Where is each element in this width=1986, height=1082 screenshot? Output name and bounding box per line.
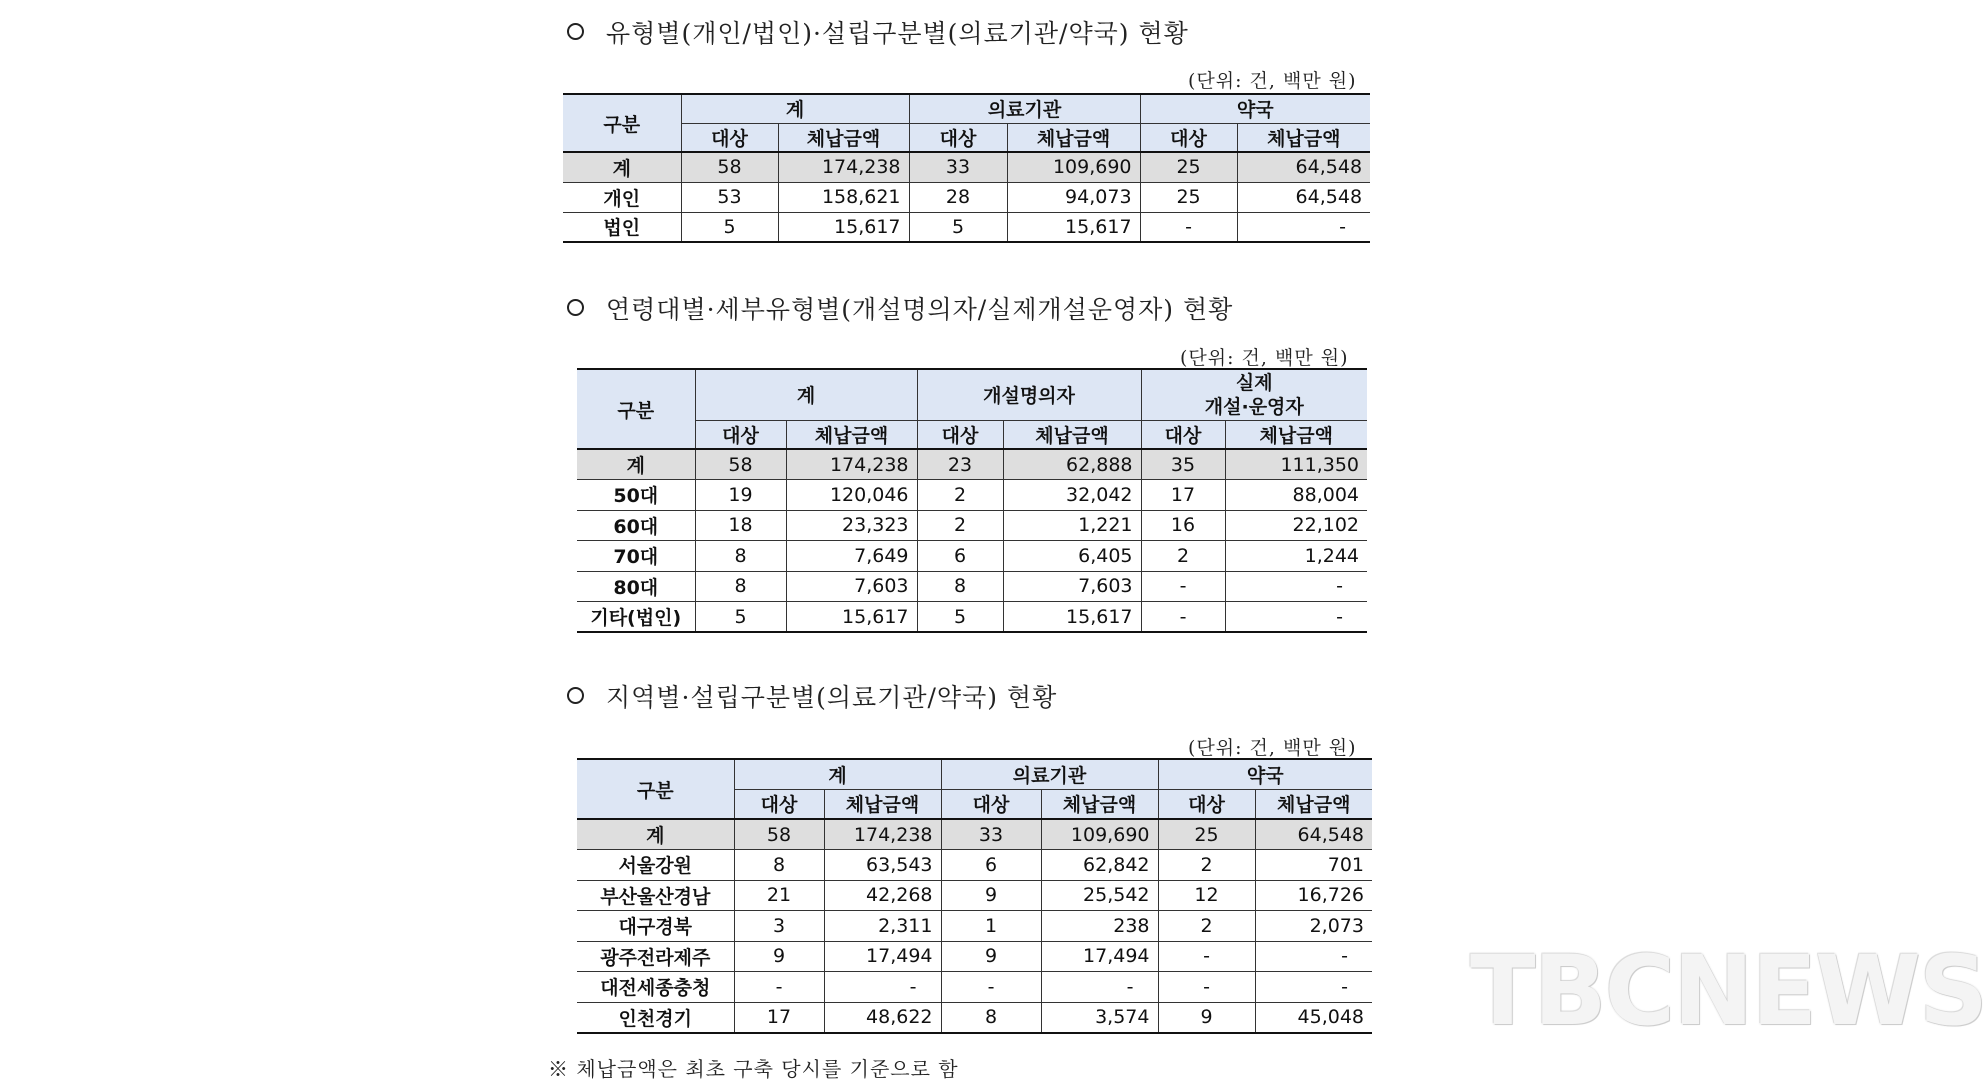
sub-header: 대상 <box>917 420 1003 449</box>
amount-cell: 2,311 <box>824 911 941 942</box>
row-label: 부산울산경남 <box>577 880 734 911</box>
group-header: 계 <box>695 369 917 420</box>
count-cell: - <box>941 972 1041 1003</box>
sub-header: 대상 <box>734 789 824 819</box>
row-label: 70대 <box>577 541 695 572</box>
count-cell: 8 <box>941 1002 1041 1033</box>
count-cell: - <box>734 972 824 1003</box>
total-row <box>577 449 1367 480</box>
section2-table <box>577 368 1367 633</box>
amount-cell: 7,649 <box>786 541 917 572</box>
count-cell: 25 <box>1158 819 1255 850</box>
row-label: 계 <box>577 449 695 480</box>
section2-title <box>567 290 1233 326</box>
amount-cell: 15,617 <box>778 212 909 242</box>
group-header-line2: 개설·운영자 <box>1204 395 1304 418</box>
table-row <box>563 212 1370 242</box>
count-cell: 8 <box>917 571 1003 602</box>
amount-cell: 120,046 <box>786 480 917 511</box>
amount-cell: 64,548 <box>1237 152 1370 182</box>
count-cell: - <box>1140 212 1237 242</box>
count-cell: 58 <box>695 449 786 480</box>
amount-cell: 238 <box>1041 911 1158 942</box>
table-row <box>577 1002 1372 1033</box>
count-cell: 33 <box>909 152 1007 182</box>
section3-unit: (단위: 건, 백만 원) <box>1188 737 1357 759</box>
amount-cell: 109,690 <box>1041 819 1158 850</box>
amount-cell: 1,244 <box>1225 541 1367 572</box>
amount-cell: - <box>1255 972 1372 1003</box>
amount-cell: 15,617 <box>1007 212 1140 242</box>
count-cell: 5 <box>917 602 1003 633</box>
row-label: 계 <box>577 819 734 850</box>
group-header: 계 <box>681 94 909 123</box>
amount-cell: 701 <box>1255 850 1372 881</box>
count-cell: - <box>1158 941 1255 972</box>
sub-header: 체납금액 <box>1041 789 1158 819</box>
count-cell: 58 <box>734 819 824 850</box>
section1-table <box>563 93 1370 243</box>
sub-header: 대상 <box>1158 789 1255 819</box>
sub-header: 체납금액 <box>824 789 941 819</box>
amount-cell: 62,888 <box>1003 449 1141 480</box>
sub-header: 대상 <box>681 123 778 152</box>
row-label: 법인 <box>563 212 681 242</box>
count-cell: 21 <box>734 880 824 911</box>
sub-header: 체납금액 <box>1255 789 1372 819</box>
count-cell: 8 <box>695 571 786 602</box>
row-label: 대구경북 <box>577 911 734 942</box>
count-cell: 6 <box>941 850 1041 881</box>
section1-title <box>567 14 1189 50</box>
row-label: 50대 <box>577 480 695 511</box>
amount-cell: 111,350 <box>1225 449 1367 480</box>
amount-cell: 158,621 <box>778 182 909 212</box>
amount-cell: 17,494 <box>824 941 941 972</box>
sub-header: 체납금액 <box>1225 420 1367 449</box>
row-label: 개인 <box>563 182 681 212</box>
row-label: 기타(법인) <box>577 602 695 633</box>
section3-title <box>567 678 1057 714</box>
section1-unit: (단위: 건, 백만 원) <box>1188 70 1357 92</box>
amount-cell: - <box>1237 212 1370 242</box>
amount-cell: 1,221 <box>1003 510 1141 541</box>
count-cell: - <box>1141 602 1225 633</box>
count-cell: 23 <box>917 449 1003 480</box>
row-label: 대전세종충청 <box>577 972 734 1003</box>
table-row <box>577 480 1367 511</box>
table-row <box>563 182 1370 212</box>
amount-cell: 23,323 <box>786 510 917 541</box>
table-row <box>577 941 1372 972</box>
count-cell: 2 <box>917 510 1003 541</box>
count-cell: 5 <box>695 602 786 633</box>
count-cell: 5 <box>681 212 778 242</box>
amount-cell: - <box>1225 571 1367 602</box>
amount-cell: 62,842 <box>1041 850 1158 881</box>
count-cell: 25 <box>1140 182 1237 212</box>
table-row <box>577 850 1372 881</box>
table-row <box>577 880 1372 911</box>
group-header: 약국 <box>1158 759 1372 789</box>
count-cell: 17 <box>1141 480 1225 511</box>
sub-header: 대상 <box>1141 420 1225 449</box>
count-cell: 8 <box>695 541 786 572</box>
amount-cell: 174,238 <box>786 449 917 480</box>
amount-cell: 7,603 <box>786 571 917 602</box>
footnote: ※ 체납금액은 최초 구축 당시를 기준으로 함 <box>548 1057 959 1081</box>
row-label: 인천경기 <box>577 1002 734 1033</box>
sub-header: 대상 <box>1140 123 1237 152</box>
group-header-line1: 실제 <box>1235 371 1273 394</box>
group-header: 의료기관 <box>941 759 1158 789</box>
sub-header: 체납금액 <box>1237 123 1370 152</box>
amount-cell: 64,548 <box>1237 182 1370 212</box>
amount-cell: 7,603 <box>1003 571 1141 602</box>
table-row <box>577 541 1367 572</box>
amount-cell: 22,102 <box>1225 510 1367 541</box>
circle-bullet-icon <box>567 23 584 40</box>
circle-bullet-icon <box>567 687 584 704</box>
amount-cell: 6,405 <box>1003 541 1141 572</box>
table-row <box>577 510 1367 541</box>
count-cell: 9 <box>1158 1002 1255 1033</box>
count-cell: 3 <box>734 911 824 942</box>
count-cell: 2 <box>1158 911 1255 942</box>
sub-header: 체납금액 <box>778 123 909 152</box>
amount-cell: 88,004 <box>1225 480 1367 511</box>
amount-cell: 15,617 <box>1003 602 1141 633</box>
amount-cell: 17,494 <box>1041 941 1158 972</box>
sub-header: 대상 <box>695 420 786 449</box>
total-row <box>563 152 1370 182</box>
amount-cell: 16,726 <box>1255 880 1372 911</box>
row-label: 광주전라제주 <box>577 941 734 972</box>
corner-header: 구분 <box>577 369 695 449</box>
table-row <box>577 602 1367 633</box>
corner-header: 구분 <box>563 94 681 152</box>
row-label: 계 <box>563 152 681 182</box>
amount-cell: - <box>824 972 941 1003</box>
corner-header: 구분 <box>577 759 734 819</box>
section3-title-text: 지역별·설립구분별(의료기관/약국) 현황 <box>606 683 1058 712</box>
sub-header: 체납금액 <box>1007 123 1140 152</box>
count-cell: 12 <box>1158 880 1255 911</box>
amount-cell: 174,238 <box>778 152 909 182</box>
amount-cell: - <box>1255 941 1372 972</box>
count-cell: 8 <box>734 850 824 881</box>
amount-cell: 64,548 <box>1255 819 1372 850</box>
tbc-news-watermark-logo: TBCNEWS <box>1470 935 1986 1047</box>
section2-title-text: 연령대별·세부유형별(개설명의자/실제개설운영자) 현황 <box>606 295 1234 324</box>
count-cell: 18 <box>695 510 786 541</box>
count-cell: 9 <box>941 880 1041 911</box>
section1-title-text: 유형별(개인/법인)·설립구분별(의료기관/약국) 현황 <box>606 19 1189 48</box>
amount-cell: 15,617 <box>786 602 917 633</box>
sub-header: 대상 <box>941 789 1041 819</box>
amount-cell: 94,073 <box>1007 182 1140 212</box>
group-header: 계 <box>734 759 941 789</box>
row-label: 서울강원 <box>577 850 734 881</box>
amount-cell: 42,268 <box>824 880 941 911</box>
amount-cell: 109,690 <box>1007 152 1140 182</box>
group-header: 약국 <box>1140 94 1370 123</box>
group-header-actual-operator <box>1141 369 1367 420</box>
group-header: 의료기관 <box>909 94 1140 123</box>
section3-table <box>577 758 1372 1034</box>
count-cell: 2 <box>1158 850 1255 881</box>
count-cell: 1 <box>941 911 1041 942</box>
count-cell: 6 <box>917 541 1003 572</box>
table-row <box>577 911 1372 942</box>
section2-unit: (단위: 건, 백만 원) <box>1180 347 1349 369</box>
amount-cell: 174,238 <box>824 819 941 850</box>
table-row <box>577 972 1372 1003</box>
count-cell: 9 <box>734 941 824 972</box>
count-cell: 19 <box>695 480 786 511</box>
count-cell: 2 <box>1141 541 1225 572</box>
count-cell: 9 <box>941 941 1041 972</box>
count-cell: 25 <box>1140 152 1237 182</box>
count-cell: - <box>1141 571 1225 602</box>
amount-cell: - <box>1225 602 1367 633</box>
amount-cell: 63,543 <box>824 850 941 881</box>
amount-cell: 2,073 <box>1255 911 1372 942</box>
count-cell: 16 <box>1141 510 1225 541</box>
total-row <box>577 819 1372 850</box>
count-cell: - <box>1158 972 1255 1003</box>
circle-bullet-icon <box>567 299 584 316</box>
amount-cell: 48,622 <box>824 1002 941 1033</box>
amount-cell: 3,574 <box>1041 1002 1158 1033</box>
count-cell: 33 <box>941 819 1041 850</box>
count-cell: 28 <box>909 182 1007 212</box>
row-label: 60대 <box>577 510 695 541</box>
amount-cell: 45,048 <box>1255 1002 1372 1033</box>
table-row <box>577 571 1367 602</box>
sub-header: 체납금액 <box>1003 420 1141 449</box>
count-cell: 17 <box>734 1002 824 1033</box>
count-cell: 53 <box>681 182 778 212</box>
count-cell: 5 <box>909 212 1007 242</box>
count-cell: 35 <box>1141 449 1225 480</box>
amount-cell: 32,042 <box>1003 480 1141 511</box>
amount-cell: - <box>1041 972 1158 1003</box>
amount-cell: 25,542 <box>1041 880 1158 911</box>
sub-header: 체납금액 <box>786 420 917 449</box>
row-label: 80대 <box>577 571 695 602</box>
count-cell: 2 <box>917 480 1003 511</box>
count-cell: 58 <box>681 152 778 182</box>
group-header: 개설명의자 <box>917 369 1141 420</box>
sub-header: 대상 <box>909 123 1007 152</box>
